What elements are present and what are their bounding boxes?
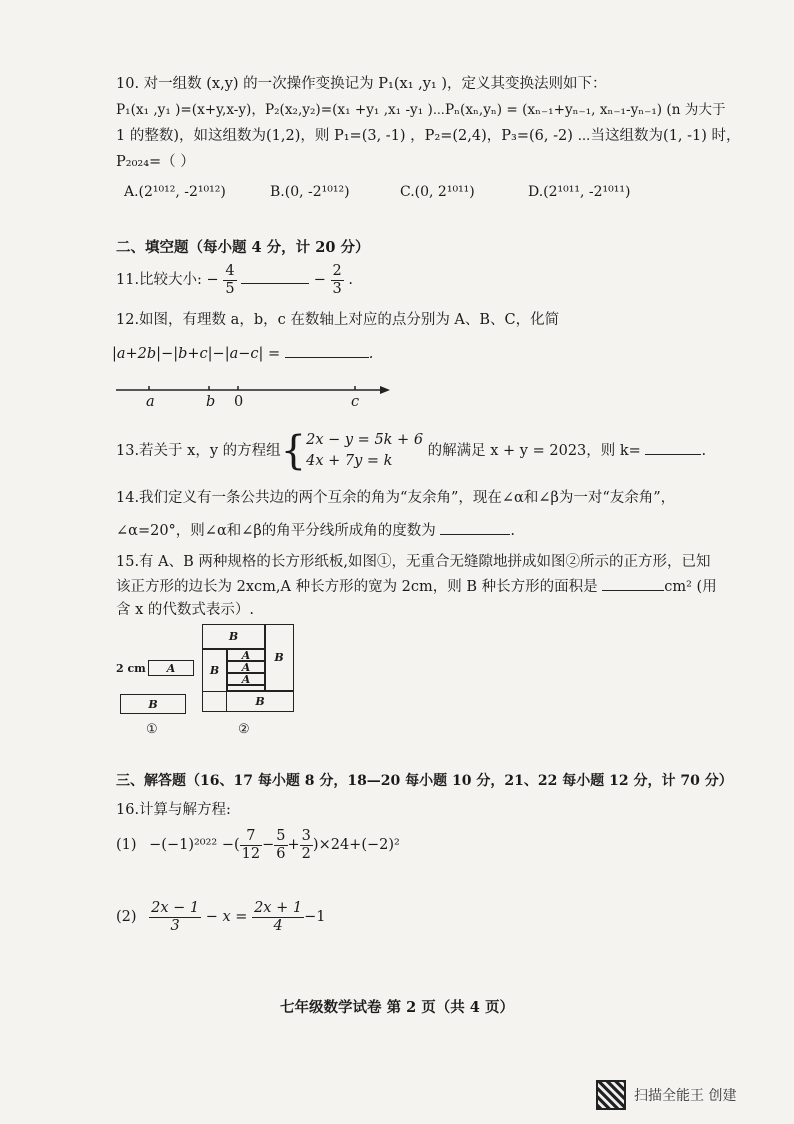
q10-option-c: C.(0, 2¹⁰¹¹) [400, 184, 475, 200]
caption-figure-1: ① [146, 722, 158, 737]
q15-line1: 15.有 A、B 两种规格的长方形纸板,如图①，无重合无缝隙地拼成如图②所示的正方形，已知 [116, 554, 711, 570]
section-3-heading: 三、解答题（16、17 每小题 8 分，18—20 每小题 10 分，21、22 每小题 12 分，计 70 分） [116, 773, 733, 789]
caption-figure-2: ② [238, 722, 250, 737]
label-c: c [351, 394, 360, 410]
q11-fraction-1: $\frac{4}{5}$ [225, 262, 235, 297]
fraction-2x-minus-1-over-3: $\frac{2x - 1}{3}$ [151, 899, 200, 934]
q10-line3: 1 的整数)，如这组数为(1,2)，则 P₁=(3, -1) ，P₂=(2,4)，P₃=(6, -2) ⋯当这组数为(1, -1) 时， [116, 128, 741, 144]
q11-prefix: 11.比较大小: − [116, 272, 219, 288]
q10-option-b: B.(0, -2¹⁰¹²) [270, 184, 350, 200]
label-0: 0 [234, 394, 244, 410]
rect-a-piece: A [148, 660, 194, 676]
q11-period: . [348, 272, 353, 288]
fraction-3-2: $\frac{3}{2}$ [301, 827, 311, 862]
q13-period: . [701, 443, 707, 459]
scanner-brand-text: 扫描全能王 创建 [634, 1088, 737, 1104]
equation-2: 4x + 7y = k [306, 453, 393, 469]
q16-part1-lead: −(−1)²⁰²² −( [149, 837, 240, 853]
fraction-5-6: $\frac{5}{6}$ [276, 827, 286, 862]
q10-line1: 10. 对一组数 (x,y) 的一次操作变换记为 P₁(x₁ ,y₁ )，定义其变换法则如下： [116, 76, 607, 92]
q10-option-d: D.(2¹⁰¹¹, -2¹⁰¹¹) [528, 184, 631, 200]
minus-sign: − [262, 837, 275, 853]
q15-line3: 含 x 的代数式表示）. [116, 602, 255, 618]
qr-code-icon [596, 1080, 626, 1110]
q12-expression: |a+2b|−|b+c|−|a−c| = [112, 346, 281, 362]
q15-line2 [116, 576, 717, 597]
q16-title: 16.计算与解方程: [116, 802, 231, 818]
equation-1: 2x − y = 5k + 6 [306, 432, 424, 448]
q15-answer-blank[interactable] [602, 576, 664, 591]
q13 [116, 430, 706, 472]
rect-a-1: A [226, 648, 266, 662]
q14-period: . [510, 523, 515, 539]
q16-part2-tail: −1 [304, 909, 326, 925]
q14-line1: 14.我们定义有一条公共边的两个互余的角为“友余角”，现在∠α和∠β为一对“友余角”， [116, 490, 676, 506]
equation-system [306, 430, 423, 472]
plus-sign: + [287, 837, 300, 853]
label-b: b [206, 394, 216, 410]
q11 [116, 262, 353, 298]
rect-a-2: A [226, 660, 266, 674]
q16-part1-tail: )×24+(−2)² [312, 837, 400, 853]
q13-answer-blank[interactable] [645, 440, 701, 455]
q14-line2-text: ∠α=20°，则∠α和∠β的角平分线所成角的度数为 [116, 523, 436, 539]
q15-unit: cm² (用 [664, 579, 717, 595]
q10-line2: P₁(x₁ ,y₁ )=(x+y,x-y)，P₂(x₂,y₂)=(x₁ +y₁ ,x₁ -y₁ )⋯Pₙ(xₙ,yₙ) = (xₙ₋₁+yₙ₋₁, xₙ₋₁-yₙ₋₁) (n 为大于 [116, 102, 726, 118]
fraction-2x-plus-1-over-4: $\frac{2x + 1}{4}$ [254, 899, 303, 934]
brace-icon: { [280, 428, 307, 474]
fraction-7-12: $\frac{7}{12}$ [241, 827, 261, 862]
q16-part2-mid: − x = [205, 909, 248, 925]
q10-option-a: A.(2¹⁰¹², -2¹⁰¹²) [124, 184, 226, 200]
rect-b-right: B [264, 624, 294, 692]
number-line [116, 374, 390, 410]
q12-period: . [368, 346, 374, 362]
square-figure-2 [202, 624, 294, 712]
q12-answer-blank[interactable] [285, 343, 369, 358]
q16-part2-label: (2) [116, 909, 137, 925]
q14-answer-blank[interactable] [440, 520, 510, 535]
section-2-heading: 二、填空题（每小题 4 分，计 20 分） [116, 239, 370, 256]
q13-condition: 的解满足 x + y = 2023，则 k= [427, 443, 641, 459]
rect-b-piece: B [120, 694, 186, 714]
number-line-arrow [380, 386, 390, 394]
q11-answer-blank[interactable] [241, 269, 309, 284]
q15-line2-text: 该正方形的边长为 2xcm,A 种长方形的宽为 2cm，则 B 种长方形的面积是 [116, 579, 598, 595]
label-a: a [146, 394, 155, 410]
rect-b-left: B [202, 648, 228, 692]
scanner-watermark [596, 1080, 736, 1110]
q16-part1-label: (1) [116, 837, 137, 853]
page-footer: 七年级数学试卷 第 2 页（共 4 页） [280, 999, 514, 1016]
q16-part2 [116, 898, 325, 936]
q12-line1: 12.如图，有理数 a，b，c 在数轴上对应的点分别为 A、B、C，化简 [116, 312, 560, 328]
rect-b-bottom: B [226, 690, 294, 712]
q10-line4: P₂₀₂₄=（ ） [116, 154, 195, 170]
q11-minus: − [313, 272, 326, 288]
q12-expression-row [112, 343, 373, 364]
q11-fraction-2: $\frac{2}{3}$ [332, 262, 342, 297]
q16-part1 [116, 826, 400, 864]
rect-a-3: A [226, 672, 266, 686]
rect-b-top: B [202, 624, 266, 650]
label-2cm: 2 cm [116, 662, 146, 675]
q14-line2 [116, 520, 515, 541]
q13-prefix: 13.若关于 x，y 的方程组 [116, 443, 281, 459]
